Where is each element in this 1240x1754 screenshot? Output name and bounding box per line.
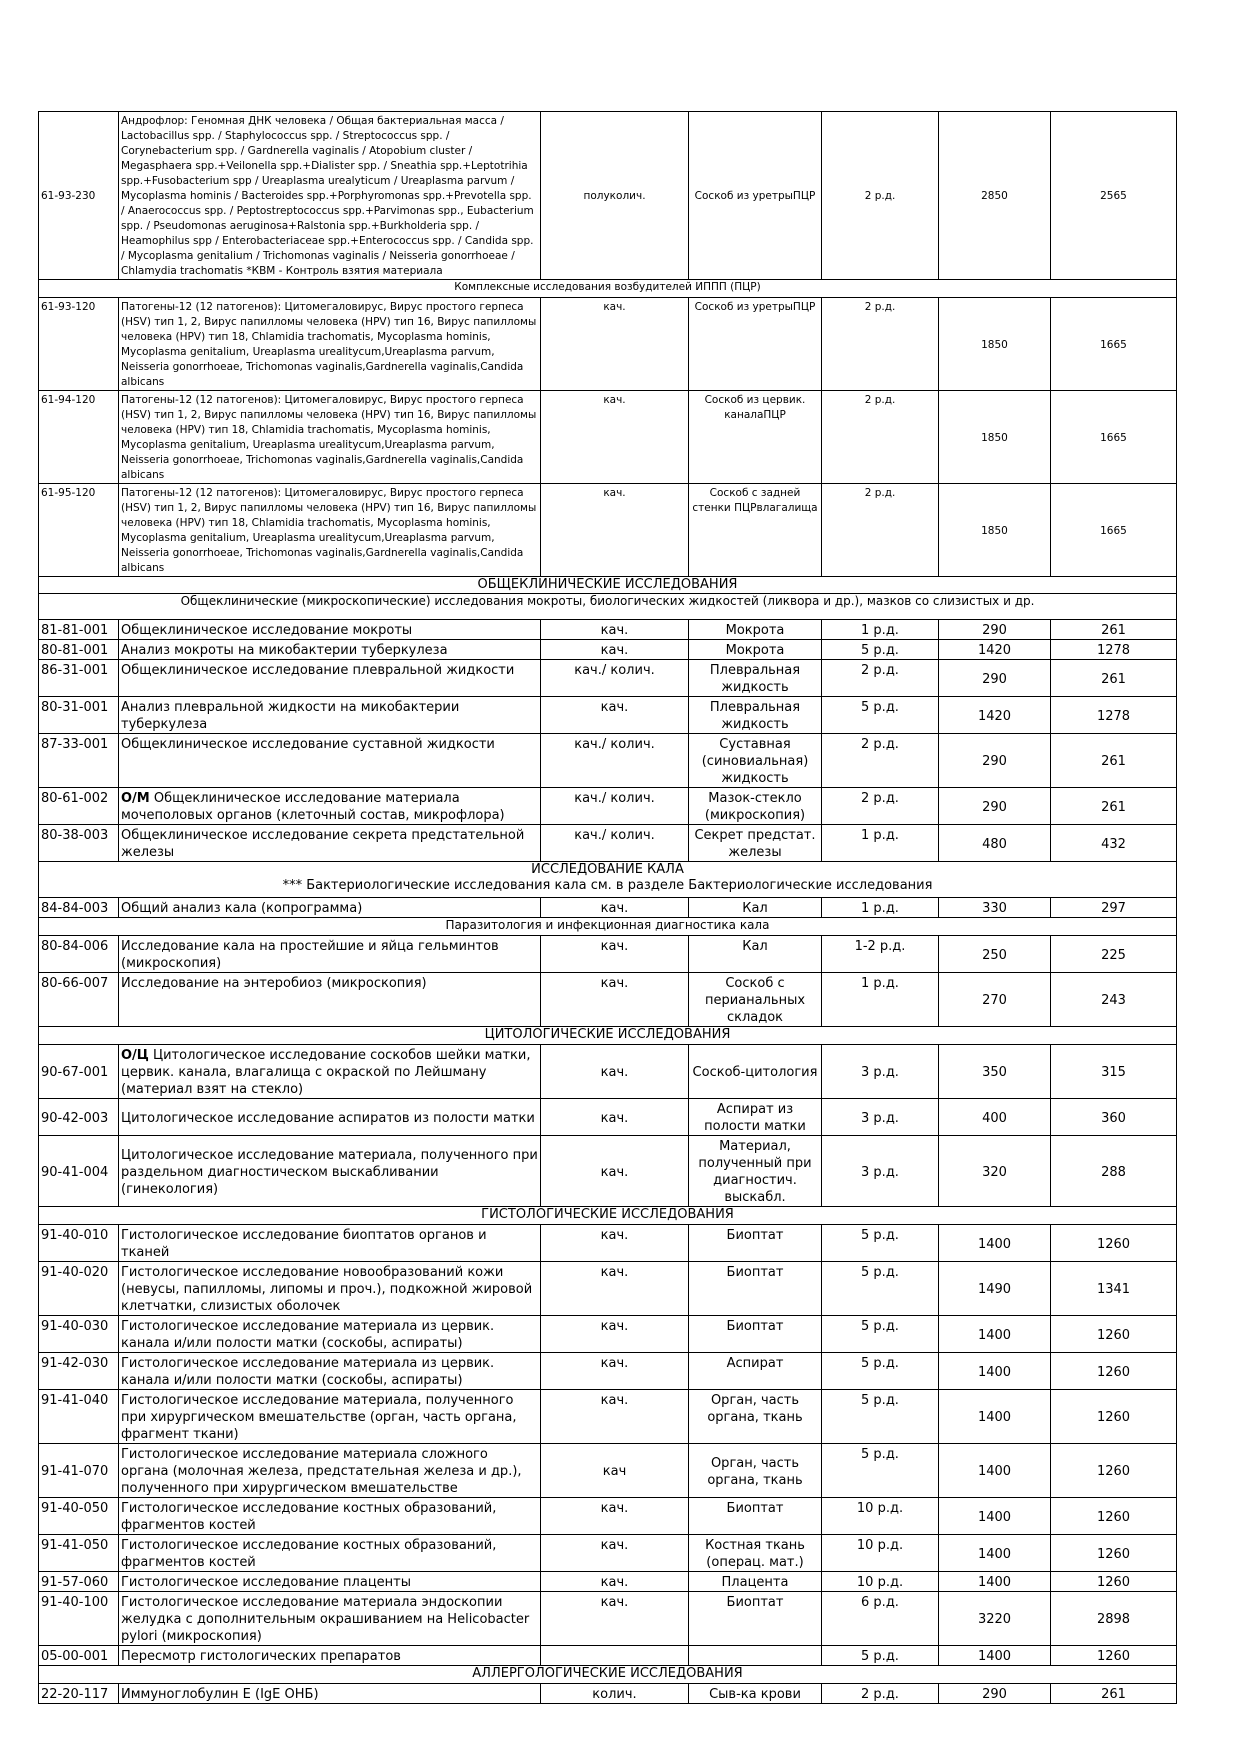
test-code: 87-33-001 — [39, 734, 119, 788]
table-row — [39, 1353, 1177, 1390]
test-name-text: Гистологическое исследование материала, полученного при хирургическом вмешательстве (орган, часть органа, фрагмент ткани) — [121, 1393, 517, 1442]
test-material: Соскоб из уретрыПЦР — [689, 298, 822, 391]
test-code: 90-41-004 — [39, 1136, 119, 1207]
test-type: кач./ колич. — [541, 660, 689, 697]
test-material: Сыв-ка крови — [689, 1684, 822, 1704]
test-code: 22-20-117 — [39, 1684, 119, 1704]
test-type: кач. — [541, 1353, 689, 1390]
test-material: Материал, полученный при диагностич. выскабл. — [689, 1136, 822, 1207]
test-material: Соскоб из уретрыПЦР — [689, 112, 822, 280]
test-name — [119, 298, 541, 391]
test-code: 90-67-001 — [39, 1045, 119, 1099]
test-code: 80-38-003 — [39, 825, 119, 862]
test-name-text: Гистологическое исследование костных образований, фрагментов костей — [121, 1501, 497, 1533]
test-type: кач. — [541, 936, 689, 973]
test-type: кач — [541, 1444, 689, 1498]
test-term: 3 р.д. — [822, 1045, 939, 1099]
test-type: кач. — [541, 1136, 689, 1207]
table-row — [39, 298, 1177, 391]
test-code: 86-31-001 — [39, 660, 119, 697]
section-header — [39, 1666, 1177, 1684]
test-term: 2 р.д. — [822, 660, 939, 697]
test-material: Мазок-стекло (микроскопия) — [689, 788, 822, 825]
test-type: кач. — [541, 298, 689, 391]
test-price: 1400 — [939, 1572, 1051, 1592]
test-price: 290 — [939, 1684, 1051, 1704]
test-code: 81-81-001 — [39, 620, 119, 640]
test-material: Плацента — [689, 1572, 822, 1592]
test-term: 1 р.д. — [822, 973, 939, 1027]
test-discount-price: 261 — [1051, 788, 1177, 825]
test-type: кач. — [541, 1572, 689, 1592]
test-code: 91-40-050 — [39, 1498, 119, 1535]
price-list-table — [38, 111, 1177, 1704]
test-term: 10 р.д. — [822, 1572, 939, 1592]
table-row — [39, 1572, 1177, 1592]
section-note: *** Бактериологические исследования кала см. в разделе Бактериологические исследования — [282, 878, 933, 893]
test-term: 10 р.д. — [822, 1535, 939, 1572]
test-name — [119, 898, 541, 918]
test-material: Плевральная жидкость — [689, 660, 822, 697]
test-discount-price: 1665 — [1051, 484, 1177, 577]
test-name — [119, 1262, 541, 1316]
test-type — [541, 1646, 689, 1666]
test-type: кач./ колич. — [541, 825, 689, 862]
table-row — [39, 1045, 1177, 1099]
test-type: кач. — [541, 391, 689, 484]
test-discount-price: 1260 — [1051, 1572, 1177, 1592]
section-header-row — [39, 1207, 1177, 1225]
test-material: Аспират из полости матки — [689, 1099, 822, 1136]
test-term: 5 р.д. — [822, 1444, 939, 1498]
test-name — [119, 1498, 541, 1535]
test-name-text: Общеклиническое исследование мокроты — [121, 623, 413, 638]
test-discount-price: 243 — [1051, 973, 1177, 1027]
test-term: 5 р.д. — [822, 640, 939, 660]
test-name-text: Цитологическое исследование аспиратов из полости матки — [121, 1110, 535, 1126]
test-name-text: Общеклиническое исследование плевральной жидкости — [121, 663, 515, 678]
test-material: Кал — [689, 936, 822, 973]
test-type: кач. — [541, 1535, 689, 1572]
test-term: 3 р.д. — [822, 1136, 939, 1207]
table-row — [39, 973, 1177, 1027]
test-code: 91-40-100 — [39, 1592, 119, 1646]
test-term: 5 р.д. — [822, 1316, 939, 1353]
test-term: 5 р.д. — [822, 1353, 939, 1390]
test-discount-price: 1341 — [1051, 1262, 1177, 1316]
test-name-prefix: О/Ц — [121, 1048, 149, 1063]
test-discount-price: 1260 — [1051, 1646, 1177, 1666]
test-discount-price: 1665 — [1051, 391, 1177, 484]
test-type: кач. — [541, 1498, 689, 1535]
test-type: кач./ колич. — [541, 734, 689, 788]
test-name — [119, 1353, 541, 1390]
test-term: 2 р.д. — [822, 391, 939, 484]
section-title: ГИСТОЛОГИЧЕСКИЕ ИССЛЕДОВАНИЯ — [481, 1207, 734, 1222]
test-type: кач. — [541, 620, 689, 640]
test-name-text: Гистологическое исследование материала эндоскопии желудка с дополнительным окрашиванием на Helicobacter pylori (микроскопия) — [121, 1595, 530, 1644]
test-discount-price: 288 — [1051, 1136, 1177, 1207]
test-code: 80-31-001 — [39, 697, 119, 734]
table-row — [39, 1316, 1177, 1353]
section-title: ЦИТОЛОГИЧЕСКИЕ ИССЛЕДОВАНИЯ — [484, 1027, 731, 1042]
test-price: 1850 — [939, 298, 1051, 391]
test-term: 5 р.д. — [822, 1646, 939, 1666]
test-name — [119, 825, 541, 862]
test-type: кач. — [541, 640, 689, 660]
test-price: 1400 — [939, 1535, 1051, 1572]
table-row — [39, 1498, 1177, 1535]
table-row — [39, 1684, 1177, 1704]
test-code: 84-84-003 — [39, 898, 119, 918]
test-term: 5 р.д. — [822, 1390, 939, 1444]
test-discount-price: 360 — [1051, 1099, 1177, 1136]
table-row — [39, 1099, 1177, 1136]
test-name — [119, 973, 541, 1027]
test-material: Соскоб с задней стенки ПЦРвлагалища — [689, 484, 822, 577]
test-material: Биоптат — [689, 1225, 822, 1262]
test-price: 290 — [939, 788, 1051, 825]
subsection-header — [39, 594, 1177, 620]
test-name-text: Гистологическое исследование биоптатов органов и тканей — [121, 1228, 487, 1260]
test-discount-price: 1278 — [1051, 697, 1177, 734]
test-price: 290 — [939, 660, 1051, 697]
test-name — [119, 697, 541, 734]
test-type: кач. — [541, 1099, 689, 1136]
section-title: ОБЩЕКЛИНИЧЕСКИЕ ИССЛЕДОВАНИЯ — [477, 577, 738, 592]
test-name — [119, 1684, 541, 1704]
subsection-header — [39, 918, 1177, 936]
test-price: 1850 — [939, 391, 1051, 484]
test-material: Мокрота — [689, 620, 822, 640]
section-header — [39, 1027, 1177, 1045]
test-material: Суставная (синовиальная) жидкость — [689, 734, 822, 788]
test-term: 3 р.д. — [822, 1099, 939, 1136]
test-name — [119, 1592, 541, 1646]
test-material: Кал — [689, 898, 822, 918]
table-row — [39, 1262, 1177, 1316]
test-name — [119, 1535, 541, 1572]
table-row — [39, 1535, 1177, 1572]
test-name — [119, 391, 541, 484]
test-code: 90-42-003 — [39, 1099, 119, 1136]
table-row — [39, 620, 1177, 640]
section-title: Общеклинические (микроскопические) исследования мокроты, биологических жидкостей (ликвора и др.), мазков со слизистых и др. — [180, 594, 1035, 608]
test-code: 80-61-002 — [39, 788, 119, 825]
test-material: Биоптат — [689, 1316, 822, 1353]
table-row — [39, 1390, 1177, 1444]
test-code: 91-42-030 — [39, 1353, 119, 1390]
test-material: Костная ткань (операц. мат.) — [689, 1535, 822, 1572]
test-term: 2 р.д. — [822, 298, 939, 391]
test-name — [119, 1572, 541, 1592]
test-name-text: Исследование кала на простейшие и яйца гельминтов (микроскопия) — [121, 939, 499, 971]
test-material: Биоптат — [689, 1262, 822, 1316]
test-type: кач. — [541, 1316, 689, 1353]
table-row — [39, 112, 1177, 280]
test-discount-price: 1665 — [1051, 298, 1177, 391]
test-name-text: Гистологическое исследование новообразований кожи (невусы, папилломы, липомы и проч.), подкожной жировой клетчатки, слизистых оболочек — [121, 1265, 533, 1314]
test-price: 1400 — [939, 1390, 1051, 1444]
test-discount-price: 1260 — [1051, 1498, 1177, 1535]
test-material: Орган, часть органа, ткань — [689, 1444, 822, 1498]
test-term: 5 р.д. — [822, 1262, 939, 1316]
test-type: кач. — [541, 1225, 689, 1262]
test-discount-price: 315 — [1051, 1045, 1177, 1099]
test-name — [119, 1316, 541, 1353]
test-name-text: Гистологическое исследование материала из цервик. канала и/или полости матки (соскобы, аспираты) — [121, 1319, 495, 1351]
test-name-text: Цитологическое исследование материала, полученного при раздельном диагностическом выскабливании (гинекология) — [121, 1147, 538, 1197]
test-price: 290 — [939, 620, 1051, 640]
test-code: 61-93-230 — [39, 112, 119, 280]
test-code: 91-40-020 — [39, 1262, 119, 1316]
section-header-row — [39, 577, 1177, 594]
test-name-text: Общеклиническое исследование секрета предстательной железы — [121, 828, 525, 860]
section-header — [39, 577, 1177, 594]
test-discount-price: 2565 — [1051, 112, 1177, 280]
table-row — [39, 936, 1177, 973]
test-name-text: Гистологическое исследование костных образований, фрагментов костей — [121, 1538, 497, 1570]
test-discount-price: 1260 — [1051, 1353, 1177, 1390]
test-term: 10 р.д. — [822, 1498, 939, 1535]
test-code: 61-95-120 — [39, 484, 119, 577]
test-code: 91-41-070 — [39, 1444, 119, 1498]
test-price: 1850 — [939, 484, 1051, 577]
table-row — [39, 1444, 1177, 1498]
test-code: 91-41-040 — [39, 1390, 119, 1444]
test-discount-price: 225 — [1051, 936, 1177, 973]
test-name — [119, 1045, 541, 1099]
test-material: Плевральная жидкость — [689, 697, 822, 734]
test-price: 2850 — [939, 112, 1051, 280]
test-price: 320 — [939, 1136, 1051, 1207]
test-price: 1400 — [939, 1316, 1051, 1353]
table-row — [39, 697, 1177, 734]
test-material: Биоптат — [689, 1592, 822, 1646]
test-name-text: Общеклиническое исследование суставной жидкости — [121, 737, 495, 752]
test-name-text: Пересмотр гистологических препаратов — [121, 1649, 401, 1664]
test-term: 2 р.д. — [822, 1684, 939, 1704]
test-price: 1400 — [939, 1444, 1051, 1498]
test-name-text: Анализ плевральной жидкости на микобактерии туберкулеза — [121, 700, 460, 732]
test-discount-price: 297 — [1051, 898, 1177, 918]
price-list-body — [39, 112, 1177, 1704]
section-title: Паразитология и инфекционная диагностика кала — [445, 918, 770, 932]
table-row — [39, 660, 1177, 697]
test-price: 1490 — [939, 1262, 1051, 1316]
test-discount-price: 1260 — [1051, 1225, 1177, 1262]
test-material — [689, 1646, 822, 1666]
test-term: 2 р.д. — [822, 112, 939, 280]
section-header — [39, 1207, 1177, 1225]
test-price: 1400 — [939, 1646, 1051, 1666]
test-material: Секрет предстат. железы — [689, 825, 822, 862]
test-code: 61-93-120 — [39, 298, 119, 391]
test-discount-price: 261 — [1051, 620, 1177, 640]
test-price: 1420 — [939, 640, 1051, 660]
test-name-text: Иммуноглобулин Е (IgE ОНБ) — [121, 1687, 319, 1702]
subsection-header-row — [39, 594, 1177, 620]
test-name-text: Анализ мокроты на микобактерии туберкулеза — [121, 643, 448, 658]
test-type: кач. — [541, 484, 689, 577]
test-type: кач. — [541, 898, 689, 918]
table-row — [39, 640, 1177, 660]
table-row — [39, 1592, 1177, 1646]
test-name — [119, 484, 541, 577]
table-row — [39, 391, 1177, 484]
test-code: 91-40-010 — [39, 1225, 119, 1262]
table-row — [39, 484, 1177, 577]
test-type: кач./ колич. — [541, 788, 689, 825]
test-name-text: Патогены-12 (12 патогенов): Цитомегаловирус, Вирус простого герпеса (HSV) тип 1, 2, Вирус папилломы человека (HPV) тип 16, Вирус папилломы человека (HPV) тип 18, Chlamidia trachomatis, Mycoplasma hominis, Mycoplasma genitalium, Ureaplasma urealitycum,Ureaplasma parvum, Neisseria gonorrhoeae, Trichomonas vaginalis,Gardnerella vaginalis,Candida albicans — [121, 394, 537, 481]
test-term: 5 р.д. — [822, 1225, 939, 1262]
test-name — [119, 1099, 541, 1136]
test-code: 91-40-030 — [39, 1316, 119, 1353]
test-type: полуколич. — [541, 112, 689, 280]
test-name — [119, 734, 541, 788]
test-name-text: Исследование на энтеробиоз (микроскопия) — [121, 976, 427, 991]
test-term: 1 р.д. — [822, 825, 939, 862]
test-name — [119, 1225, 541, 1262]
test-name-text: Гистологическое исследование материала сложного органа (молочная железа, предстательная железа и др.), полученного при хирургическом вмешательстве — [121, 1447, 522, 1496]
test-term: 1 р.д. — [822, 898, 939, 918]
test-material: Биоптат — [689, 1498, 822, 1535]
subsection-header — [39, 280, 1177, 298]
test-material: Соскоб-цитология — [689, 1045, 822, 1099]
test-name — [119, 620, 541, 640]
test-code: 80-66-007 — [39, 973, 119, 1027]
table-row — [39, 1646, 1177, 1666]
test-code: 61-94-120 — [39, 391, 119, 484]
table-row — [39, 1225, 1177, 1262]
table-row — [39, 734, 1177, 788]
test-type: кач. — [541, 1592, 689, 1646]
test-price: 1400 — [939, 1498, 1051, 1535]
test-name — [119, 660, 541, 697]
test-term: 1-2 р.д. — [822, 936, 939, 973]
test-material: Соскоб из цервик. каналаПЦР — [689, 391, 822, 484]
subsection-header-row — [39, 280, 1177, 298]
test-name — [119, 788, 541, 825]
test-term: 1 р.д. — [822, 620, 939, 640]
table-row — [39, 788, 1177, 825]
test-type: кач. — [541, 1045, 689, 1099]
test-discount-price: 1260 — [1051, 1316, 1177, 1353]
test-name-text: Общеклиническое исследование материала мочеполовых органов (клеточный состав, микрофлора) — [121, 791, 505, 823]
test-discount-price: 1260 — [1051, 1535, 1177, 1572]
test-code: 05-00-001 — [39, 1646, 119, 1666]
test-name-text: Цитологическое исследование соскобов шейки матки, цервик. канала, влагалища с окраской по Лейшману (материал взят на стекло) — [121, 1048, 531, 1097]
test-discount-price: 261 — [1051, 660, 1177, 697]
test-type: колич. — [541, 1684, 689, 1704]
test-material: Соскоб с перианальных складок — [689, 973, 822, 1027]
section-title: Комплексные исследования возбудителей ИППП (ПЦР) — [454, 281, 761, 293]
section-header — [39, 862, 1177, 898]
test-term: 2 р.д. — [822, 788, 939, 825]
table-row — [39, 898, 1177, 918]
test-term: 5 р.д. — [822, 697, 939, 734]
test-name-text: Патогены-12 (12 патогенов): Цитомегаловирус, Вирус простого герпеса (HSV) тип 1, 2, Вирус папилломы человека (HPV) тип 16, Вирус папилломы человека (HPV) тип 18, Chlamidia trachomatis, Mycoplasma hominis, Mycoplasma genitalium, Ureaplasma urealitycum,Ureaplasma parvum, Neisseria gonorrhoeae, Trichomonas vaginalis,Gardnerella vaginalis,Candida albicans — [121, 301, 537, 388]
test-price: 270 — [939, 973, 1051, 1027]
section-title: ИССЛЕДОВАНИЕ КАЛА — [531, 862, 684, 877]
test-type: кач. — [541, 1390, 689, 1444]
test-discount-price: 1260 — [1051, 1390, 1177, 1444]
test-name — [119, 112, 541, 280]
test-price: 1400 — [939, 1225, 1051, 1262]
test-code: 80-81-001 — [39, 640, 119, 660]
test-name — [119, 1136, 541, 1207]
test-code: 91-41-050 — [39, 1535, 119, 1572]
test-term: 2 р.д. — [822, 484, 939, 577]
test-discount-price: 1278 — [1051, 640, 1177, 660]
test-term: 2 р.д. — [822, 734, 939, 788]
table-row — [39, 825, 1177, 862]
test-name — [119, 936, 541, 973]
test-name — [119, 1646, 541, 1666]
section-header-row — [39, 1027, 1177, 1045]
test-discount-price: 1260 — [1051, 1444, 1177, 1498]
test-term: 6 р.д. — [822, 1592, 939, 1646]
subsection-header-row — [39, 918, 1177, 936]
test-type: кач. — [541, 1262, 689, 1316]
test-name-prefix: О/М — [121, 791, 150, 806]
test-name-text: Общий анализ кала (копрограмма) — [121, 901, 363, 916]
test-type: кач. — [541, 973, 689, 1027]
test-price: 290 — [939, 734, 1051, 788]
test-name-text: Андрофлор: Геномная ДНК человека / Общая бактериальная масса / Lactobacillus spp. / Staphylococcus spp. / Streptococcus spp. / Corynebacterium spp. / Gardnerella vaginalis / Atopobium cluster / Megasphaera spp.+Veilonella spp.+Dialister spp. / Sneathia spp.+Leptotrihia spp.+Fusobacterium spp / Ureaplasma urealyticum / Ureaplasma parvum / Mycoplasma hominis / Bacteroides spp.+Porphyromonas spp.+Prevotella spp. / Anaerococcus spp. / Peptostreptococcus spp.+Parvimonas spp., Eubacterium spp. / Pseudomonas aeruginosa+Ralstonia spp.+Burkholderia spp. / Heamophilus spp / Enterobacteriaceae spp.+Enterococcus spp. / Candida spp. / Mycoplasma genitalium / Trichomonas vaginalis / Neisseria gonorrhoeae / Chlamydia trachomatis *КВМ - Контроль взятия материала — [121, 115, 534, 277]
test-discount-price: 2898 — [1051, 1592, 1177, 1646]
test-discount-price: 432 — [1051, 825, 1177, 862]
test-material: Мокрота — [689, 640, 822, 660]
test-price: 1400 — [939, 1353, 1051, 1390]
test-code: 91-57-060 — [39, 1572, 119, 1592]
test-price: 250 — [939, 936, 1051, 973]
section-header-row — [39, 862, 1177, 898]
test-name — [119, 640, 541, 660]
test-price: 1420 — [939, 697, 1051, 734]
test-type: кач. — [541, 697, 689, 734]
test-price: 330 — [939, 898, 1051, 918]
test-material: Аспират — [689, 1353, 822, 1390]
table-row — [39, 1136, 1177, 1207]
test-name-text: Патогены-12 (12 патогенов): Цитомегаловирус, Вирус простого герпеса (HSV) тип 1, 2, Вирус папилломы человека (HPV) тип 16, Вирус папилломы человека (HPV) тип 18, Chlamidia trachomatis, Mycoplasma hominis, Mycoplasma genitalium, Ureaplasma urealitycum,Ureaplasma parvum, Neisseria gonorrhoeae, Trichomonas vaginalis,Gardnerella vaginalis,Candida albicans — [121, 487, 537, 574]
test-price: 400 — [939, 1099, 1051, 1136]
test-name-text: Гистологическое исследование плаценты — [121, 1575, 412, 1590]
test-price: 350 — [939, 1045, 1051, 1099]
test-discount-price: 261 — [1051, 1684, 1177, 1704]
test-material: Орган, часть органа, ткань — [689, 1390, 822, 1444]
test-code: 80-84-006 — [39, 936, 119, 973]
test-name-text: Гистологическое исследование материала из цервик. канала и/или полости матки (соскобы, аспираты) — [121, 1356, 495, 1388]
section-title: АЛЛЕРГОЛОГИЧЕСКИЕ ИССЛЕДОВАНИЯ — [472, 1666, 743, 1681]
test-price: 480 — [939, 825, 1051, 862]
test-discount-price: 261 — [1051, 734, 1177, 788]
test-name — [119, 1444, 541, 1498]
test-name — [119, 1390, 541, 1444]
section-header-row — [39, 1666, 1177, 1684]
test-price: 3220 — [939, 1592, 1051, 1646]
